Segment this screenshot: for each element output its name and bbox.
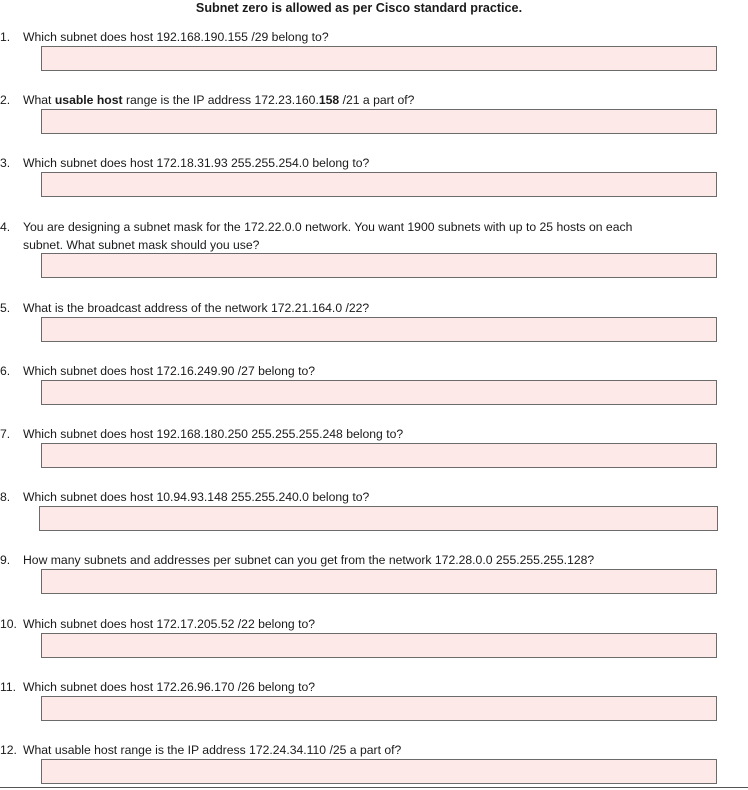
answer-field-3[interactable]: [41, 172, 717, 197]
question-number: 11.: [0, 680, 17, 694]
answer-field-7[interactable]: [41, 443, 717, 468]
answer-field-12[interactable]: [41, 759, 717, 784]
answer-field-8[interactable]: [39, 506, 718, 531]
question-text: Which subnet does host 172.26.96.170 /26 belong to?: [23, 680, 316, 694]
page-bottom-rule: [0, 787, 748, 788]
answer-field-6[interactable]: [41, 380, 717, 405]
answer-field-2[interactable]: [41, 109, 717, 134]
question-number: 2.: [0, 93, 11, 107]
emphasis-host-octet: 158: [318, 93, 340, 107]
question-number: 9.: [0, 553, 11, 567]
question-text: Which subnet does host 192.168.190.155 /29 belong to?: [23, 30, 329, 44]
question-text: Which subnet does host 172.17.205.52 /22 belong to?: [23, 617, 316, 631]
question-text: What usable host range is the IP address 172.23.160.158 /21 a part of?: [23, 93, 415, 107]
question-text: Which subnet does host 10.94.93.148 255.255.240.0 belong to?: [23, 490, 370, 504]
question-number: 8.: [0, 490, 11, 504]
question-text: Which subnet does host 172.18.31.93 255.255.254.0 belong to?: [23, 156, 370, 170]
question-text: What usable host range is the IP address 172.24.34.110 /25 a part of?: [23, 743, 402, 757]
question-number: 4.: [0, 220, 11, 234]
question-text: How many subnets and addresses per subnet can you get from the network 172.28.0.0 255.255.255.128?: [23, 553, 595, 567]
question-text: Which subnet does host 192.168.180.250 255.255.255.248 belong to?: [23, 427, 404, 441]
answer-field-9[interactable]: [41, 569, 717, 594]
question-number: 1.: [0, 30, 11, 44]
answer-field-5[interactable]: [41, 317, 717, 342]
question-number: 7.: [0, 427, 11, 441]
question-text: Which subnet does host 172.16.249.90 /27 belong to?: [23, 364, 316, 378]
answer-field-1[interactable]: [41, 46, 717, 71]
question-text: You are designing a subnet mask for the 172.22.0.0 network. You want 1900 subnets with up to 25 hosts on each subnet. What subnet mask should you use?: [23, 220, 633, 252]
question-number: 5.: [0, 301, 11, 315]
worksheet-header: Subnet zero is allowed as per Cisco standard practice.: [195, 1, 523, 15]
question-number: 10.: [0, 617, 17, 631]
answer-field-11[interactable]: [41, 696, 717, 721]
question-number: 12.: [0, 743, 17, 757]
question-number: 3.: [0, 156, 11, 170]
answer-field-10[interactable]: [41, 633, 717, 658]
emphasis-usable-host: usable host: [54, 93, 123, 107]
question-text: What is the broadcast address of the network 172.21.164.0 /22?: [23, 301, 370, 315]
question-number: 6.: [0, 364, 11, 378]
answer-field-4[interactable]: [41, 253, 717, 278]
